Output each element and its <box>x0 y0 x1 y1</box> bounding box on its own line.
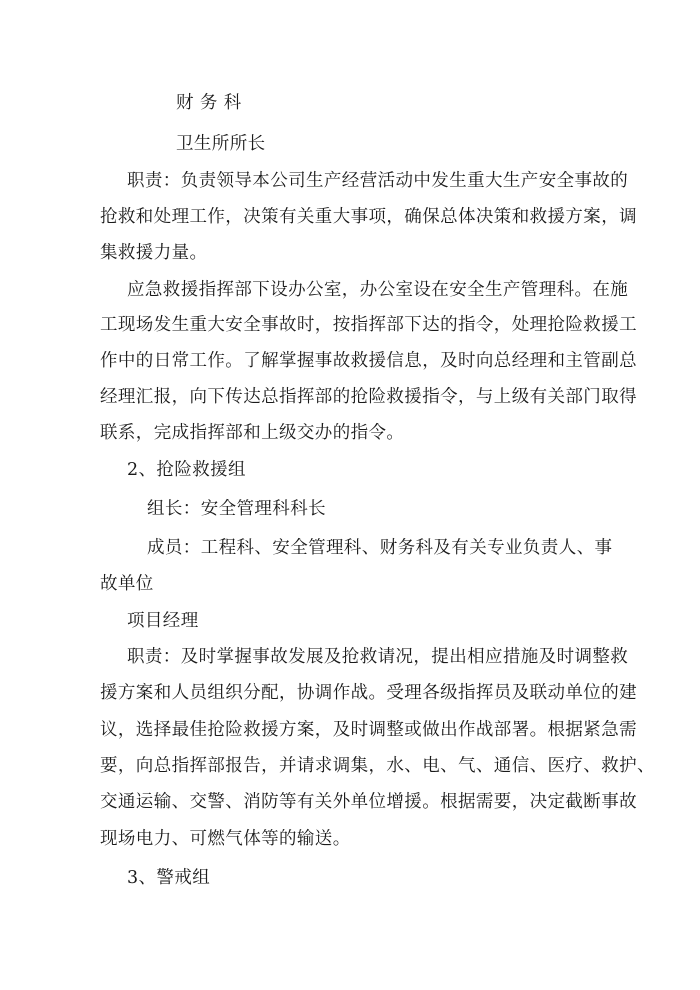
clinic-director: 卫生所所长 <box>176 134 266 154</box>
office-paragraph-line: 经理汇报，向下传达总指挥部的抢险救援指令，与上级有关部门取得 <box>100 387 637 407</box>
duty-paragraph-line: 抢救和处理工作，决策有关重大事项，确保总体决策和救援方案，调 <box>100 207 637 227</box>
rescue-duty-line: 现场电力、可燃气体等的输送。 <box>100 829 351 849</box>
office-paragraph-line: 联系，完成指挥部和上级交办的指令。 <box>100 423 405 443</box>
section-heading-rescue: 2、抢险救援组 <box>127 460 246 480</box>
team-leader: 组长：安全管理科科长 <box>147 499 326 519</box>
project-manager: 项目经理 <box>127 611 199 631</box>
duty-paragraph-line: 集救援力量。 <box>100 243 208 263</box>
office-paragraph-line: 应急救援指挥部下设办公室，办公室设在安全生产管理科。在施 <box>127 280 629 300</box>
rescue-duty-line: 议，选择最佳抢险救援方案，及时调整或做出作战部署。根据紧急需 <box>100 720 637 740</box>
rescue-duty-line: 要，向总指挥部报告，并请求调集，水、电、气、通信、医疗、救护、 <box>100 756 655 776</box>
office-paragraph-line: 作中的日常工作。了解掌握事故救援信息，及时向总经理和主管副总 <box>100 351 637 371</box>
section-heading-guard: 3、警戒组 <box>127 868 211 888</box>
team-members-line: 成员：工程科、安全管理科、财务科及有关专业负责人、事 <box>147 538 613 558</box>
duty-paragraph-line: 职责：负责领导本公司生产经营活动中发生重大生产安全事故的 <box>127 171 629 191</box>
office-paragraph-line: 工现场发生重大安全事故时，按指挥部下达的指令，处理抢险救援工 <box>100 315 637 335</box>
team-members-line: 故单位 <box>100 574 154 594</box>
rescue-duty-line: 交通运输、交警、消防等有关外单位增援。根据需要，决定截断事故 <box>100 792 637 812</box>
dept-finance: 财 务 科 <box>176 93 242 113</box>
rescue-duty-line: 援方案和人员组织分配，协调作战。受理各级指挥员及联动单位的建 <box>100 683 637 703</box>
rescue-duty-line: 职责：及时掌握事故发展及抢救请况，提出相应措施及时调整救 <box>127 647 629 667</box>
